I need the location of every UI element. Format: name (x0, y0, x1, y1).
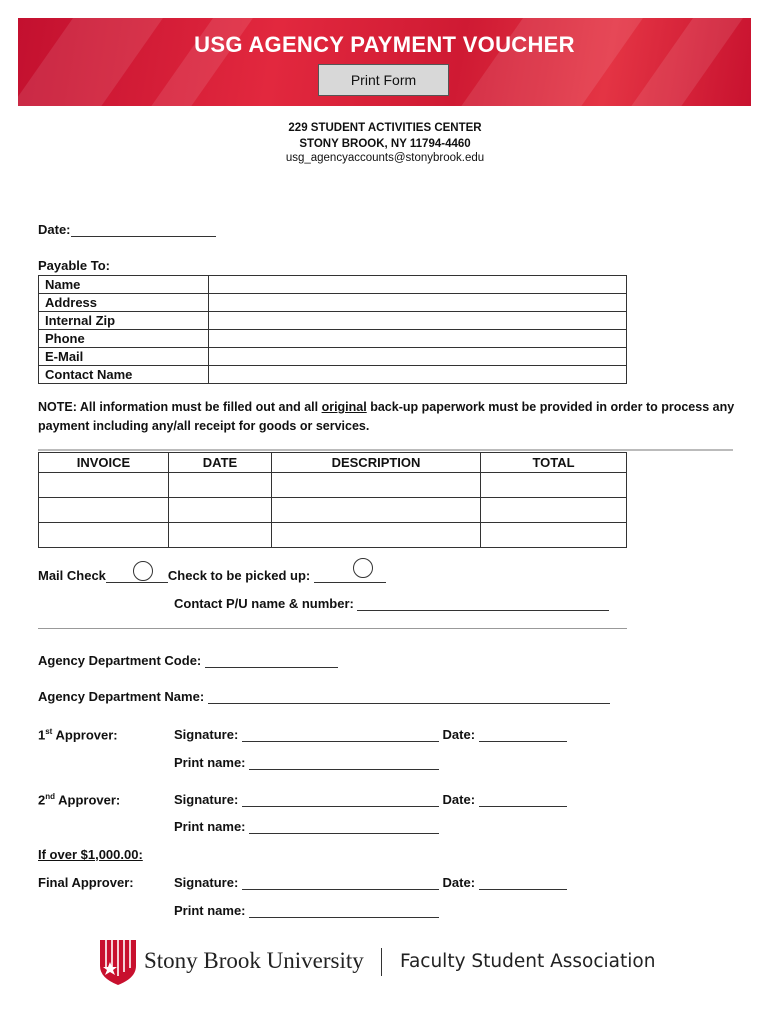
final-print-row (174, 903, 439, 918)
seawolf-shield-icon (98, 938, 138, 986)
divider (38, 628, 627, 629)
signature-label: Signature: (174, 727, 239, 742)
page-title: USG AGENCY PAYMENT VOUCHER (194, 32, 575, 57)
print-name-label: Print name: (174, 755, 246, 770)
payee-input-address[interactable] (209, 294, 627, 312)
final-print-field[interactable] (249, 904, 439, 918)
date-label: Date: (442, 727, 476, 742)
payee-label: Name (39, 276, 209, 294)
payee-label: Contact Name (39, 366, 209, 384)
table-row (39, 523, 627, 548)
agency-name-label: Agency Department Name: (38, 689, 205, 704)
description-cell[interactable] (272, 523, 481, 548)
pickup-line (314, 569, 386, 583)
payee-row-contact (39, 366, 627, 384)
date-cell[interactable] (169, 523, 272, 548)
approver1-sup: st (45, 727, 53, 736)
note-prefix: NOTE: All information must be filled out and all (38, 400, 322, 414)
contact-pu-field[interactable] (357, 597, 609, 611)
approver2-signature-field[interactable] (242, 793, 439, 807)
university-name: Stony Brook University (144, 948, 364, 973)
date-row (38, 222, 216, 237)
final-approver-label: Final Approver: (38, 875, 134, 890)
approver2-label (38, 792, 120, 807)
approver1-label (38, 727, 118, 742)
final-date-field[interactable] (479, 876, 567, 890)
payee-input-name[interactable] (209, 276, 627, 294)
date-cell[interactable] (169, 498, 272, 523)
approver2-num: 2 (38, 792, 46, 808)
signature-label: Signature: (174, 792, 239, 807)
header-banner (18, 18, 751, 106)
approver1-num: 1 (38, 727, 46, 743)
mail-check-radio[interactable] (133, 561, 153, 581)
col-total: TOTAL (481, 453, 627, 473)
approver1-date-field[interactable] (479, 728, 567, 742)
col-description: DESCRIPTION (272, 453, 481, 473)
payee-row-name (39, 276, 627, 294)
address-line2: STONY BROOK, NY 11794-4460 (299, 138, 471, 150)
invoice-table (38, 452, 627, 548)
final-signature-field[interactable] (242, 876, 439, 890)
date-label: Date: (442, 875, 476, 890)
col-invoice: INVOICE (39, 453, 169, 473)
print-name-label: Print name: (174, 819, 246, 834)
description-cell[interactable] (272, 498, 481, 523)
agency-name-row (38, 689, 610, 704)
logo-divider (381, 948, 382, 976)
print-form-button[interactable]: Print Form (318, 64, 449, 96)
total-cell[interactable] (481, 473, 627, 498)
payee-input-contact[interactable] (209, 366, 627, 384)
payee-input-zip[interactable] (209, 312, 627, 330)
invoice-header-row (39, 453, 627, 473)
payee-label: Internal Zip (39, 312, 209, 330)
date-cell[interactable] (169, 473, 272, 498)
agency-name-field[interactable] (208, 690, 610, 704)
table-row (39, 498, 627, 523)
payee-input-phone[interactable] (209, 330, 627, 348)
note-suffix: back-up paperwork must be provided in order to process any payment including any/all receipt for goods or services. (38, 400, 735, 433)
association-name: Faculty Student Association (400, 951, 656, 972)
pickup-label: Check to be picked up: (167, 568, 311, 583)
total-cell[interactable] (481, 498, 627, 523)
payable-to-label: Payable To: (38, 258, 111, 273)
approver2-date-field[interactable] (479, 793, 567, 807)
contact-pu-label: Contact P/U name & number: (174, 596, 354, 611)
approver2-sup: nd (45, 792, 56, 801)
agency-code-field[interactable] (205, 654, 338, 668)
contact-email: usg_agencyaccounts@stonybrook.edu (285, 152, 485, 164)
note-text (38, 398, 738, 436)
over-threshold-label: If over $1,000.00: (38, 847, 143, 862)
col-date: DATE (169, 453, 272, 473)
divider (38, 449, 733, 451)
agency-code-label: Agency Department Code: (38, 653, 202, 668)
payee-table (38, 275, 627, 384)
invoice-cell[interactable] (39, 523, 169, 548)
approver1-print-row (174, 755, 439, 770)
mail-check-label: Mail Check (38, 568, 106, 583)
footer-logo (98, 938, 678, 988)
payee-label: Phone (39, 330, 209, 348)
date-label: Date: (38, 222, 71, 237)
date-field[interactable] (71, 223, 216, 237)
approver1-suffix: Approver: (52, 727, 118, 743)
payee-input-email[interactable] (209, 348, 627, 366)
payee-row-address (39, 294, 627, 312)
contact-pu-row (174, 596, 609, 611)
description-cell[interactable] (272, 473, 481, 498)
approver2-suffix: Approver: (55, 792, 121, 808)
payee-row-zip (39, 312, 627, 330)
total-cell[interactable] (481, 523, 627, 548)
agency-code-row (38, 653, 338, 668)
signature-label: Signature: (174, 875, 239, 890)
final-signature-row (174, 875, 567, 890)
invoice-cell[interactable] (39, 498, 169, 523)
approver1-signature-row (174, 727, 567, 742)
payee-label: E-Mail (39, 348, 209, 366)
approver2-print-row (174, 819, 439, 834)
approver1-print-field[interactable] (249, 756, 439, 770)
payee-row-phone (39, 330, 627, 348)
payee-label: Address (39, 294, 209, 312)
approver2-print-field[interactable] (249, 820, 439, 834)
invoice-cell[interactable] (39, 473, 169, 498)
print-name-label: Print name: (174, 903, 246, 918)
approver1-signature-field[interactable] (242, 728, 439, 742)
pickup-radio[interactable] (353, 558, 373, 578)
note-underlined: original (321, 400, 367, 414)
date-label: Date: (442, 792, 476, 807)
approver2-signature-row (174, 792, 567, 807)
payee-row-email (39, 348, 627, 366)
address-line1: 229 STUDENT ACTIVITIES CENTER (288, 122, 482, 134)
mail-check-row (38, 568, 386, 583)
table-row (39, 473, 627, 498)
